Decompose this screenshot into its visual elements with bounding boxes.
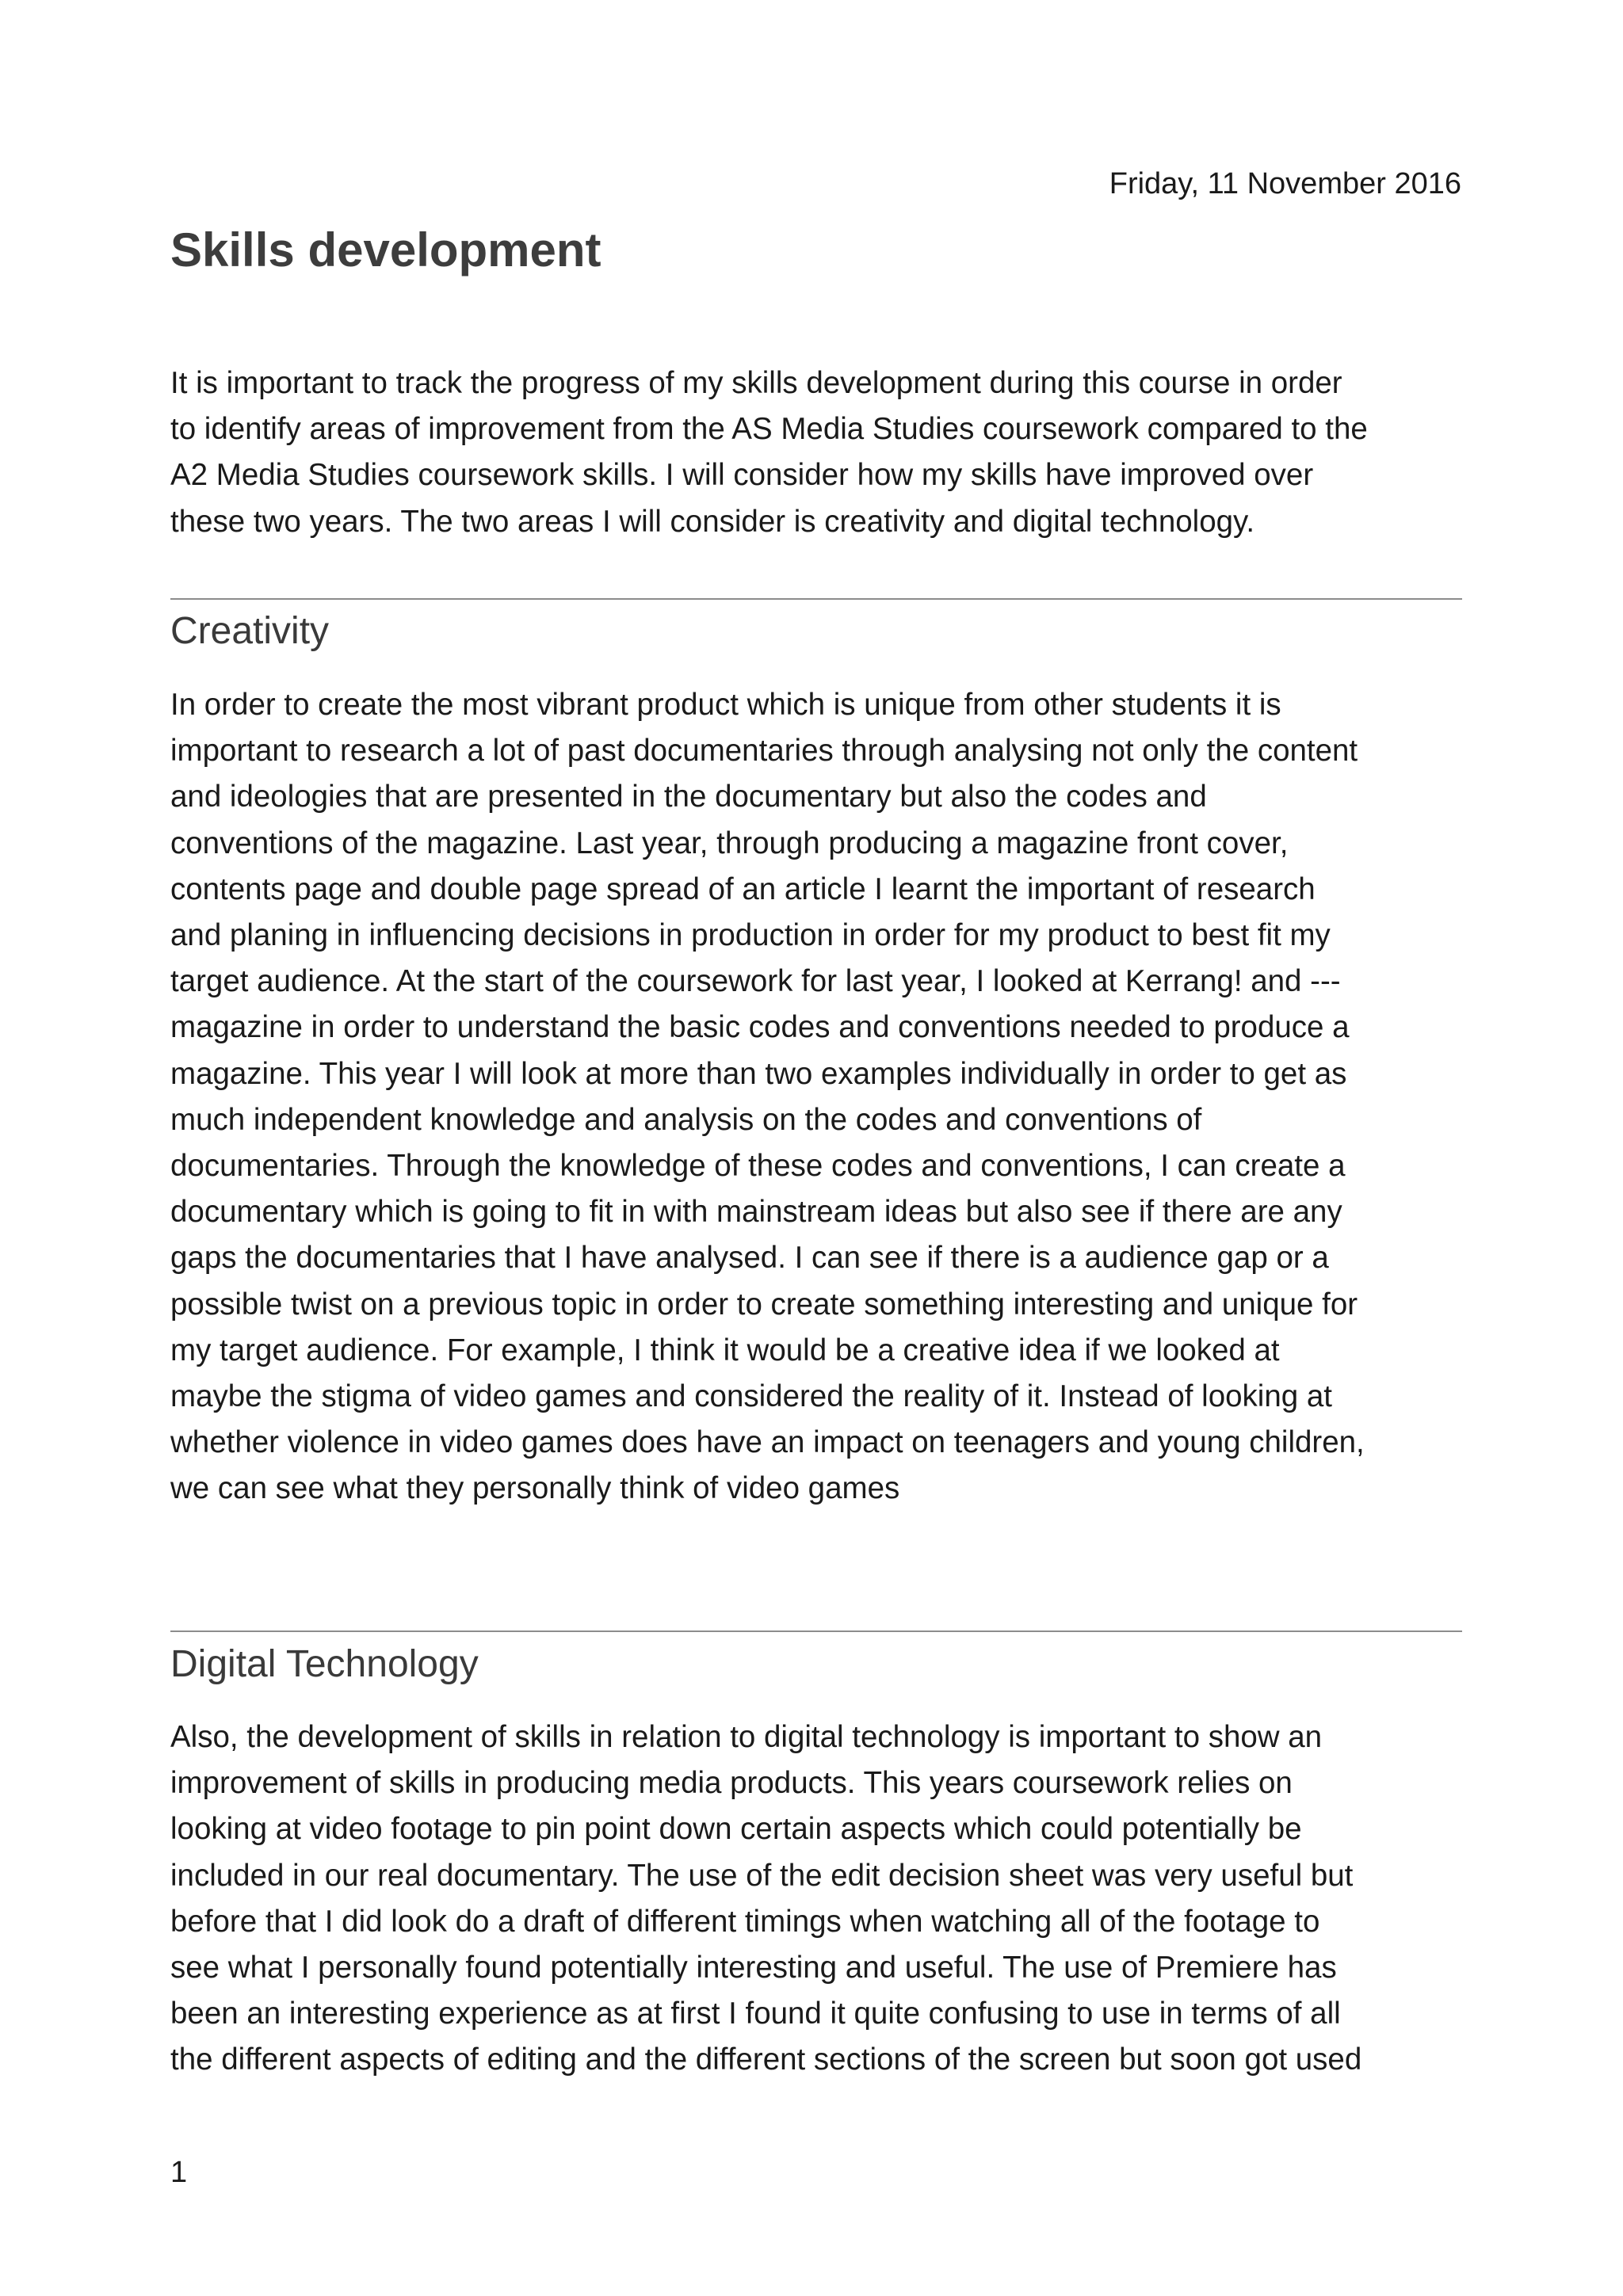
digital-technology-paragraph — [170, 1714, 1470, 2084]
creativity-line: whether violence in video games does have an impact on teenagers and young children, — [170, 1425, 1365, 1460]
digital-technology-line: included in our real documentary. The use of the edit decision sheet was very useful but — [170, 1858, 1354, 1893]
digital-technology-line: before that I did look do a draft of different timings when watching all of the footage to — [170, 1904, 1320, 1939]
creativity-line: gaps the documentaries that I have analysed. I can see if there is a audience gap or a — [170, 1241, 1329, 1276]
creativity-line: documentary which is going to fit in with mainstream ideas but also see if there are any — [170, 1195, 1342, 1230]
creativity-line: documentaries. Through the knowledge of these codes and conventions, I can create a — [170, 1149, 1346, 1184]
creativity-line: In order to create the most vibrant product which is unique from other students it is — [170, 688, 1281, 722]
digital-technology-line: been an interesting experience as at first I found it quite confusing to use in terms of all — [170, 1997, 1341, 2031]
creativity-line: and ideologies that are presented in the documentary but also the codes and — [170, 780, 1207, 814]
digital-technology-line: see what I personally found potentially interesting and useful. The use of Premiere has — [170, 1951, 1337, 1985]
creativity-line: my target audience. For example, I think it would be a creative idea if we looked at — [170, 1333, 1280, 1367]
document-date: Friday, 11 November 2016 — [1109, 167, 1461, 200]
creativity-paragraph — [170, 682, 1470, 1512]
creativity-line: magazine. This year I will look at more than two examples individually in order to get as — [170, 1056, 1347, 1091]
page-number: 1 — [170, 2156, 188, 2189]
intro-line: to identify areas of improvement from the AS Media Studies coursework compared to the — [170, 412, 1368, 447]
creativity-line: conventions of the magazine. Last year, through producing a magazine front cover, — [170, 826, 1289, 860]
creativity-line: possible twist on a previous topic in order to create something interesting and unique for — [170, 1287, 1358, 1322]
creativity-line: and planing in influencing decisions in production in order for my product to best fit my — [170, 918, 1331, 953]
creativity-line: contents page and double page spread of an article I learnt the important of research — [170, 871, 1316, 906]
creativity-line: magazine in order to understand the basic codes and conventions needed to produce a — [170, 1010, 1350, 1045]
digital-technology-line: the different aspects of editing and the different sections of the screen but soon got used — [170, 2042, 1362, 2077]
creativity-line: important to research a lot of past documentaries through analysing not only the content — [170, 734, 1358, 769]
creativity-line: much independent knowledge and analysis on the codes and conventions of — [170, 1102, 1202, 1137]
creativity-line: maybe the stigma of video games and considered the reality of it. Instead of looking at — [170, 1379, 1332, 1414]
digital-technology-line: looking at video footage to pin point down certain aspects which could potentially be — [170, 1812, 1302, 1847]
section-heading-digital-technology: Digital Technology — [170, 1643, 479, 1685]
digital-technology-line: improvement of skills in producing media products. This years coursework relies on — [170, 1766, 1293, 1801]
digital-technology-line: Also, the development of skills in relation to digital technology is important to show an — [170, 1720, 1323, 1754]
section-heading-creativity: Creativity — [170, 610, 330, 652]
creativity-line: target audience. At the start of the coursework for last year, I looked at Kerrang! and --- — [170, 964, 1341, 999]
intro-line: A2 Media Studies coursework skills. I will consider how my skills have improved over — [170, 458, 1314, 493]
intro-paragraph — [170, 360, 1470, 545]
section-divider-digital-technology — [170, 1630, 1462, 1632]
intro-line: It is important to track the progress of my skills development during this course in order — [170, 366, 1342, 400]
document-title: Skills development — [170, 223, 601, 277]
creativity-line: we can see what they personally think of video games — [170, 1471, 900, 1506]
intro-line: these two years. The two areas I will consider is creativity and digital technology. — [170, 504, 1255, 539]
section-divider-creativity — [170, 598, 1462, 600]
